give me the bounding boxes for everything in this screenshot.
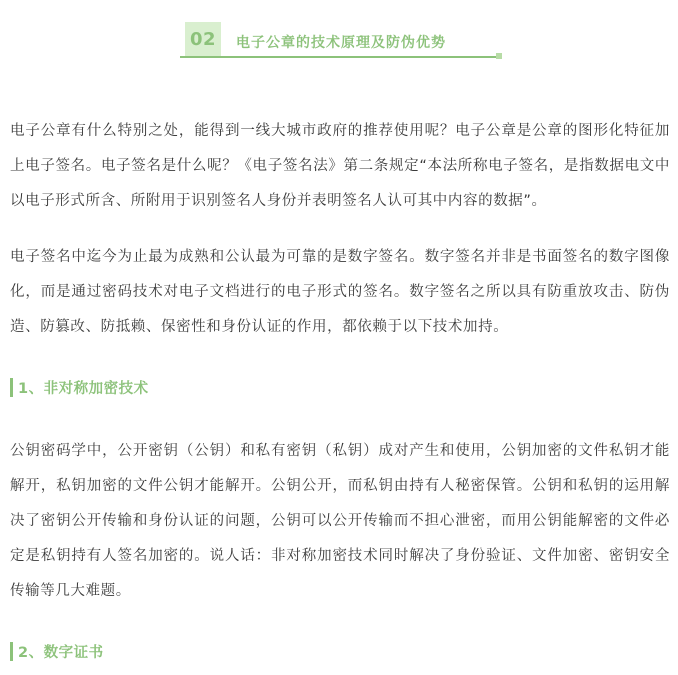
section-header-title: 电子公章的技术原理及防伪优势	[236, 35, 446, 51]
subsection-heading-asymmetric-encryption	[10, 377, 149, 397]
header-underline-end-square	[496, 53, 502, 59]
section-number-badge: 02	[185, 22, 221, 58]
header-underline	[180, 56, 498, 58]
paragraph-public-key: 公钥密码学中，公开密钥（公钥）和私有密钥（私钥）成对产生和使用，公钥加密的文件私钥才能解开，私钥加密的文件公钥才能解开。公钥公开，而私钥由持有人秘密保管。公钥和私钥的运用解决了密钥公开传输和身份认证的问题，公钥可以公开传输而不担心泄密，而用公钥能解密的文件必定是私钥持有人签名加密的。说人话：非对称加密技术同时解决了身份验证、文件加密、密钥安全传输等几大难题。	[10, 443, 670, 599]
heading-accent-bar	[10, 378, 13, 397]
paragraph-digital-signature: 电子签名中迄今为止最为成熟和公认最为可靠的是数字签名。数字签名并非是书面签名的数字图像化，而是通过密码技术对电子文档进行的电子形式的签名。数字签名之所以具有防重放攻击、防伪造、防篡改、防抵赖、保密性和身份认证的作用，都依赖于以下技术加持。	[10, 249, 670, 335]
subsection-title: 1、非对称加密技术	[18, 380, 149, 397]
paragraph-intro: 电子公章有什么特别之处，能得到一线大城市政府的推荐使用呢？电子公章是公章的图形化特征加上电子签名。电子签名是什么呢？《电子签名法》第二条规定“本法所称电子签名，是指数据电文中以电子形式所含、所附用于识别签名人身份并表明签名人认可其中内容的数据”。	[10, 123, 670, 209]
section-header	[180, 22, 502, 62]
subsection-heading-digital-certificate	[10, 641, 104, 661]
heading-accent-bar	[10, 642, 13, 661]
subsection-title: 2、数字证书	[18, 644, 104, 661]
